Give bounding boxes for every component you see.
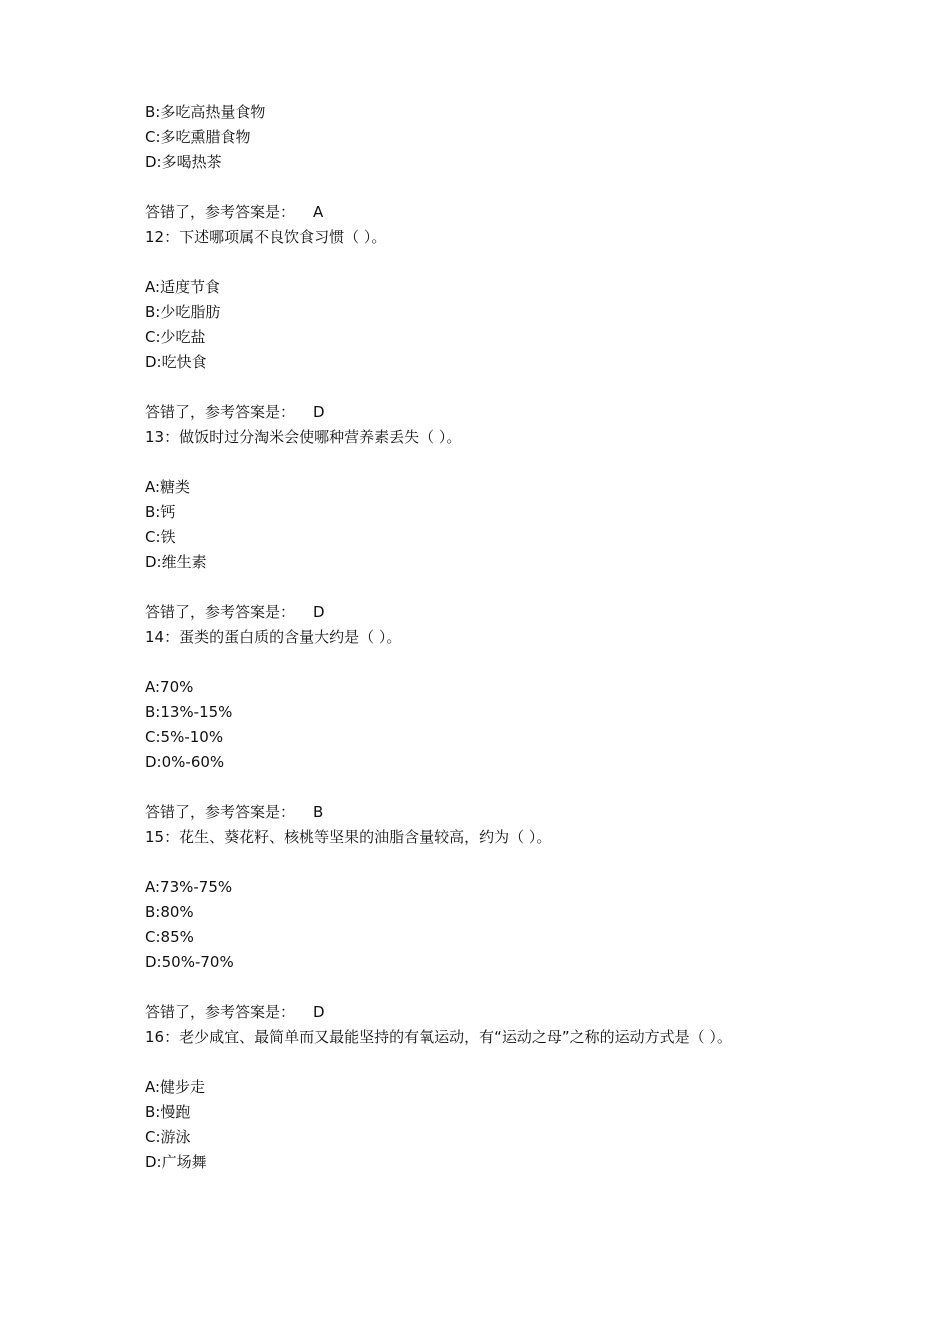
- option: C:少吃盐: [145, 328, 206, 346]
- question-block: [145, 825, 905, 1025]
- option: B:多吃高热量食物: [145, 103, 266, 121]
- answer-prefix: 答错了，参考答案是：: [145, 403, 296, 421]
- option: A:适度节食: [145, 278, 221, 296]
- answer-line: [145, 600, 905, 625]
- answer-prefix: 答错了，参考答案是：: [145, 1003, 296, 1021]
- answer-prefix: 答错了，参考答案是：: [145, 203, 296, 221]
- question-block: [145, 625, 905, 825]
- option: D:广场舞: [145, 1153, 207, 1171]
- question-title: 16：老少咸宜、最简单而又最能坚持的有氧运动，有“运动之母”之称的运动方式是（ ）。: [145, 1028, 732, 1046]
- answer-letter: D: [313, 603, 325, 621]
- answer-letter: B: [313, 803, 324, 821]
- option: D:0%-60%: [145, 753, 225, 771]
- question-title: 12：下述哪项属不良饮食习惯（ ）。: [145, 228, 387, 246]
- answer-line: [145, 1000, 905, 1025]
- option: A:糖类: [145, 478, 191, 496]
- question-block: [145, 225, 905, 425]
- option: C:85%: [145, 928, 194, 946]
- option: C:游泳: [145, 1128, 191, 1146]
- option: D:多喝热茶: [145, 153, 222, 171]
- carryover-block: [145, 100, 905, 225]
- option: B:钙: [145, 503, 176, 521]
- option: C:多吃熏腊食物: [145, 128, 251, 146]
- answer-letter: D: [313, 1003, 325, 1021]
- document-page: [145, 100, 905, 1175]
- answer-line: [145, 200, 905, 225]
- answer-prefix: 答错了，参考答案是：: [145, 603, 296, 621]
- option: A:73%-75%: [145, 878, 233, 896]
- option: D:维生素: [145, 553, 207, 571]
- question-block: [145, 1025, 905, 1175]
- option: A:健步走: [145, 1078, 206, 1096]
- answer-letter: A: [313, 203, 324, 221]
- option: D:50%-70%: [145, 953, 234, 971]
- option: B:慢跑: [145, 1103, 191, 1121]
- option: C:铁: [145, 528, 176, 546]
- option: B:80%: [145, 903, 194, 921]
- question-title: 14：蛋类的蛋白质的含量大约是（ ）。: [145, 628, 402, 646]
- question-block: [145, 425, 905, 625]
- answer-line: [145, 800, 905, 825]
- option: C:5%-10%: [145, 728, 224, 746]
- answer-letter: D: [313, 403, 325, 421]
- question-title: 15：花生、葵花籽、核桃等坚果的油脂含量较高，约为（ ）。: [145, 828, 552, 846]
- option: D:吃快食: [145, 353, 207, 371]
- question-title: 13：做饭时过分淘米会使哪种营养素丢失（ ）。: [145, 428, 462, 446]
- option: A:70%: [145, 678, 194, 696]
- option: B:13%-15%: [145, 703, 233, 721]
- answer-line: [145, 400, 905, 425]
- option: B:少吃脂肪: [145, 303, 221, 321]
- answer-prefix: 答错了，参考答案是：: [145, 803, 296, 821]
